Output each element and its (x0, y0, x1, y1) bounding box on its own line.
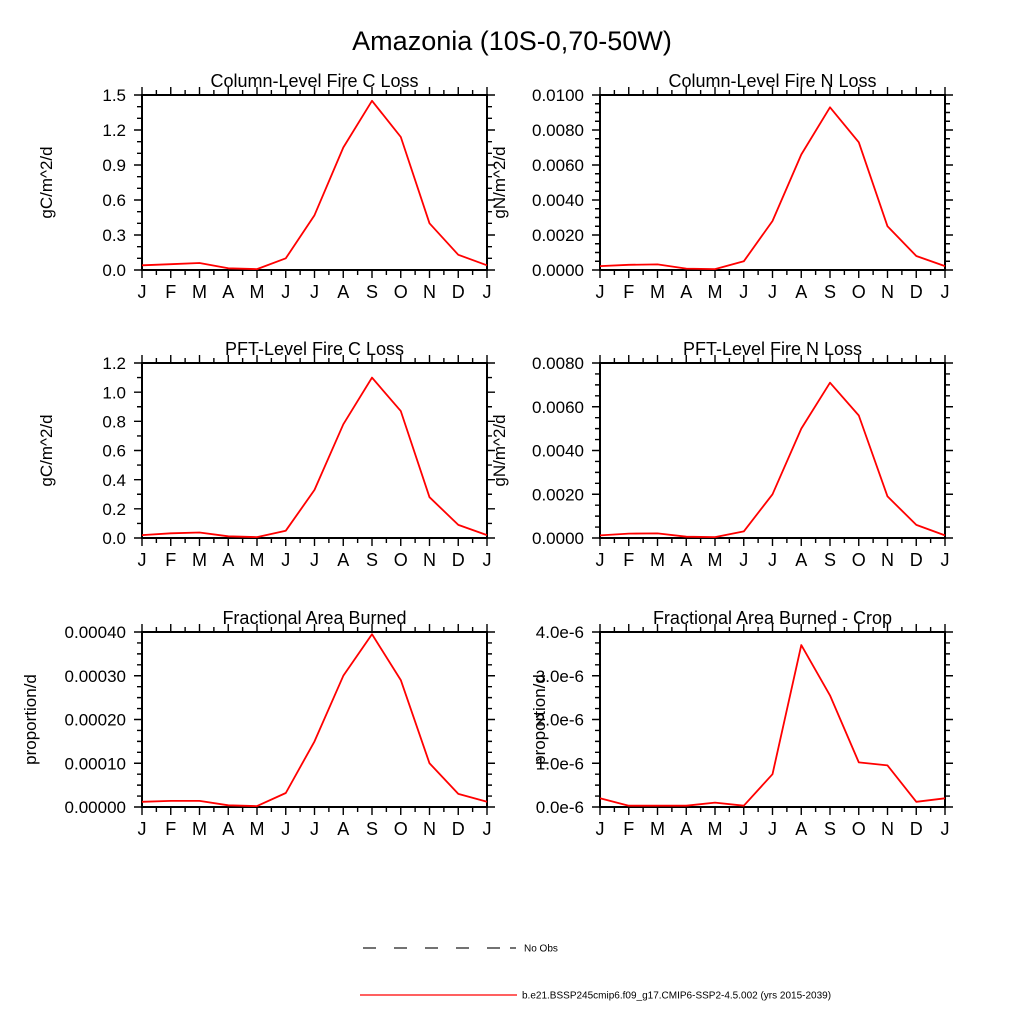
y-tick-label: 0.0040 (532, 441, 584, 461)
x-tick-label: M (650, 282, 665, 302)
axis-ticks (134, 87, 495, 278)
legend-entry-model-run (360, 991, 831, 1002)
y-tick-label: 0.00000 (64, 798, 126, 818)
x-axis-month-labels (138, 282, 492, 302)
x-tick-label: J (482, 282, 492, 302)
y-axis-tick-labels (102, 86, 126, 280)
x-tick-label: J (595, 282, 605, 302)
x-tick-label: A (680, 550, 693, 570)
x-tick-label: M (192, 819, 207, 839)
y-tick-label: 0.0040 (532, 191, 584, 211)
x-tick-label: J (739, 282, 749, 302)
x-tick-label: M (707, 819, 723, 839)
y-tick-label: 0.0 (102, 529, 126, 549)
x-tick-label: F (165, 282, 177, 302)
y-tick-label: 0.00010 (64, 754, 126, 774)
x-tick-label: M (249, 550, 265, 570)
x-tick-label: J (137, 282, 147, 302)
x-tick-label: J (739, 819, 749, 839)
y-axis-unit-label: proportion/d (21, 674, 40, 765)
x-tick-label: D (909, 819, 923, 839)
y-tick-label: 0.0020 (532, 226, 584, 246)
y-tick-label: 0.0080 (532, 121, 584, 141)
x-tick-label: J (482, 819, 492, 839)
y-tick-label: 0.8 (102, 412, 126, 432)
y-axis-tick-labels (102, 354, 126, 548)
subplot-title: Fractional Area Burned (222, 608, 407, 628)
y-tick-label: 1.2 (102, 354, 126, 374)
x-tick-label: M (707, 282, 723, 302)
y-tick-label: 0.00020 (64, 710, 126, 730)
subplot-column-level-fire-n-loss (490, 71, 953, 302)
y-axis-unit-label: gN/m^2/d (490, 414, 509, 487)
x-tick-label: N (881, 282, 894, 302)
x-axis-month-labels (596, 550, 950, 570)
page-title: Amazonia (10S-0,70-50W) (352, 26, 672, 56)
y-tick-label: 0.3 (102, 226, 126, 246)
y-axis-unit-label: proportion/d (530, 674, 549, 765)
x-axis-month-labels (596, 819, 950, 839)
plot-frame (142, 632, 487, 807)
subplot-fractional-area-burned (21, 608, 495, 839)
x-tick-label: A (337, 819, 350, 839)
x-tick-label: N (423, 550, 436, 570)
x-tick-label: O (393, 550, 408, 570)
subplot-fractional-area-burned-crop (530, 608, 953, 839)
axis-ticks (592, 624, 953, 815)
x-tick-label: M (650, 819, 665, 839)
x-tick-label: F (623, 282, 635, 302)
y-tick-label: 0.0000 (532, 529, 584, 549)
axis-ticks (592, 87, 953, 278)
y-tick-label: 2.0e-6 (535, 710, 584, 730)
x-tick-label: J (768, 550, 777, 570)
subplot-pft-level-fire-c-loss (37, 339, 495, 570)
x-tick-label: A (680, 282, 693, 302)
plot-frame (600, 363, 945, 538)
y-tick-label: 0.0000 (532, 261, 584, 281)
legend (360, 944, 831, 1002)
x-tick-label: J (595, 550, 605, 570)
series-line (142, 634, 487, 806)
x-tick-label: A (337, 550, 350, 570)
plot-frame (142, 363, 487, 538)
x-tick-label: O (851, 550, 866, 570)
x-tick-label: F (623, 550, 635, 570)
x-tick-label: D (909, 282, 923, 302)
x-tick-label: A (795, 550, 808, 570)
x-tick-label: O (393, 282, 408, 302)
legend-entry-no-obs (363, 944, 558, 955)
x-tick-label: S (823, 550, 837, 570)
y-tick-label: 0.00040 (64, 623, 126, 643)
y-tick-label: 0.0080 (532, 354, 584, 374)
x-tick-label: J (595, 819, 605, 839)
x-tick-label: O (851, 819, 866, 839)
x-tick-label: S (823, 819, 837, 839)
x-tick-label: M (707, 550, 723, 570)
x-tick-label: A (222, 550, 235, 570)
x-tick-label: D (451, 819, 465, 839)
plot-frame (600, 632, 945, 807)
x-tick-label: N (423, 282, 436, 302)
y-tick-label: 0.00030 (64, 666, 126, 686)
axis-ticks (592, 355, 953, 546)
x-tick-label: J (310, 282, 319, 302)
x-tick-label: A (795, 282, 808, 302)
x-tick-label: M (249, 282, 265, 302)
x-tick-label: J (281, 819, 291, 839)
x-tick-label: A (337, 282, 350, 302)
y-tick-label: 0.0060 (532, 397, 584, 417)
y-tick-label: 0.0e-6 (535, 798, 584, 818)
y-tick-label: 0.4 (102, 470, 126, 490)
x-tick-label: J (768, 819, 777, 839)
subplot-column-level-fire-c-loss (37, 71, 495, 302)
x-tick-label: S (365, 550, 379, 570)
y-tick-label: 1.0e-6 (535, 754, 584, 774)
subplot-title: Fractional Area Burned - Crop (652, 608, 893, 628)
x-tick-label: J (940, 819, 950, 839)
x-tick-label: F (165, 819, 177, 839)
y-axis-unit-label: gC/m^2/d (37, 414, 56, 487)
x-tick-label: J (940, 282, 950, 302)
y-axis-unit-label: gC/m^2/d (37, 146, 56, 219)
y-tick-label: 0.6 (102, 191, 126, 211)
series-line (600, 107, 945, 269)
y-tick-label: 0.6 (102, 441, 126, 461)
series-line (142, 378, 487, 537)
x-tick-label: J (482, 550, 492, 570)
x-tick-label: J (281, 550, 291, 570)
x-tick-label: M (249, 819, 265, 839)
series-line (600, 383, 945, 537)
y-tick-label: 0.9 (102, 156, 126, 176)
x-tick-label: F (165, 550, 177, 570)
x-tick-label: J (137, 550, 147, 570)
x-tick-label: A (222, 819, 235, 839)
y-axis-tick-labels (532, 86, 584, 280)
x-tick-label: A (680, 819, 693, 839)
x-tick-label: S (365, 819, 379, 839)
x-axis-month-labels (138, 550, 492, 570)
x-axis-month-labels (138, 819, 492, 839)
x-tick-label: J (310, 819, 319, 839)
x-tick-label: S (365, 282, 379, 302)
subplot-title: PFT-Level Fire N Loss (682, 339, 863, 359)
subplot-title: PFT-Level Fire C Loss (224, 339, 405, 359)
y-axis-tick-labels (65, 623, 126, 817)
plot-frame (600, 95, 945, 270)
x-tick-label: J (281, 282, 291, 302)
y-tick-label: 0.0100 (532, 86, 584, 106)
subplot-title: Column-Level Fire N Loss (668, 71, 877, 91)
legend-label-no-obs: No Obs (524, 943, 558, 955)
y-tick-label: 1.0 (102, 383, 126, 403)
y-tick-label: 0.2 (102, 499, 126, 519)
x-axis-month-labels (596, 282, 950, 302)
y-tick-label: 4.0e-6 (535, 623, 584, 643)
y-axis-unit-label: gN/m^2/d (490, 146, 509, 219)
plot-frame (142, 95, 487, 270)
x-tick-label: D (909, 550, 923, 570)
x-tick-label: J (310, 550, 319, 570)
y-tick-label: 0.0060 (532, 156, 584, 176)
x-tick-label: M (650, 550, 665, 570)
axis-ticks (134, 355, 495, 546)
x-tick-label: J (768, 282, 777, 302)
y-tick-label: 3.0e-6 (535, 666, 584, 686)
legend-label-model-run: b.e21.BSSP245cmip6.f09_g17.CMIP6-SSP2-4.5.002 (yrs 2015-2039) (522, 990, 832, 1002)
x-tick-label: J (940, 550, 950, 570)
y-tick-label: 0.0 (102, 261, 126, 281)
x-tick-label: O (393, 819, 408, 839)
x-tick-label: S (823, 282, 837, 302)
subplot-pft-level-fire-n-loss (490, 339, 953, 570)
x-tick-label: A (222, 282, 235, 302)
y-axis-tick-labels (532, 354, 584, 548)
x-tick-label: N (881, 550, 894, 570)
x-tick-label: M (192, 550, 207, 570)
subplot-title: Column-Level Fire C Loss (210, 71, 419, 91)
x-tick-label: A (795, 819, 808, 839)
y-tick-label: 1.5 (102, 86, 126, 106)
series-line (142, 101, 487, 269)
x-tick-label: F (623, 819, 635, 839)
y-tick-label: 0.0020 (532, 485, 584, 505)
x-tick-label: J (137, 819, 147, 839)
axis-ticks (134, 624, 495, 815)
x-tick-label: J (739, 550, 749, 570)
x-tick-label: N (881, 819, 894, 839)
x-tick-label: D (451, 550, 465, 570)
series-line (600, 645, 945, 806)
x-tick-label: O (851, 282, 866, 302)
y-tick-label: 1.2 (102, 121, 126, 141)
x-tick-label: D (451, 282, 465, 302)
x-tick-label: M (192, 282, 207, 302)
x-tick-label: N (423, 819, 436, 839)
